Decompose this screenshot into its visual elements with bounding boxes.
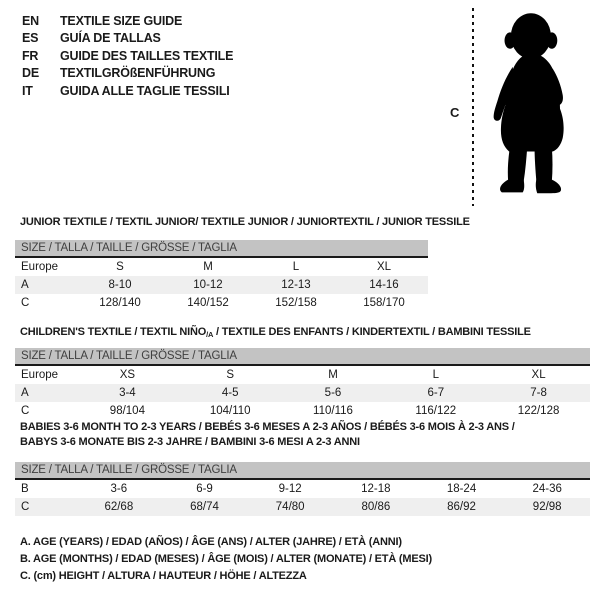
size-cell: M — [328, 369, 338, 381]
value-cell: 5-6 — [324, 387, 342, 399]
row-label: B — [21, 483, 29, 495]
table-row-height — [15, 402, 590, 420]
value-cell: 9-12 — [278, 483, 302, 495]
language-title: GUÍA DE TALLAS — [60, 31, 161, 46]
size-header-bar: SIZE / TALLA / TAILLE / GRÖSSE / TAGLIA — [15, 462, 590, 480]
value-cell: 110/116 — [313, 405, 353, 417]
children-title-post: / TEXTILE DES ENFANTS / KINDERTEXTIL / BAMBINI TESSILE — [213, 326, 531, 338]
value-cell: 18-24 — [446, 483, 477, 495]
value-cell: 158/170 — [363, 297, 405, 309]
value-cell: 86/92 — [447, 501, 476, 513]
language-title: GUIDE DES TAILLES TEXTILE — [60, 48, 234, 63]
size-cell: M — [203, 261, 213, 273]
language-row — [22, 65, 233, 83]
language-title: TEXTILE SIZE GUIDE — [60, 13, 183, 28]
language-code: IT — [22, 83, 33, 98]
value-cell: 116/122 — [415, 405, 457, 417]
size-cell: XL — [376, 261, 392, 273]
language-code: EN — [22, 13, 39, 28]
footnote-age-years: A. AGE (YEARS) / EDAD (AÑOS) / ÂGE (ANS) / ALTER (JAHRE) / ETÀ (ANNI) — [20, 536, 402, 548]
value-cell: 12-13 — [281, 279, 311, 291]
baby-silhouette-icon — [480, 6, 580, 206]
language-row — [22, 82, 233, 100]
size-cell: L — [292, 261, 300, 273]
value-cell: 7-8 — [530, 387, 547, 399]
sizes-row — [15, 366, 590, 384]
language-code: FR — [22, 48, 39, 63]
value-cell: 3-4 — [119, 387, 136, 399]
sizes-row — [15, 258, 428, 276]
language-title: GUIDA ALLE TAGLIE TESSILI — [60, 83, 230, 98]
value-cell: 122/128 — [517, 405, 560, 417]
value-cell: 24-36 — [532, 483, 562, 495]
junior-table — [15, 240, 428, 312]
region-label: Europe — [21, 369, 59, 381]
row-label: A — [21, 279, 29, 291]
size-cell: L — [432, 369, 439, 381]
value-cell: 6-9 — [196, 483, 213, 495]
size-cell: S — [226, 369, 235, 381]
row-label: C — [21, 297, 30, 309]
size-cell: S — [116, 261, 124, 273]
value-cell: 12-18 — [361, 483, 391, 495]
language-guide — [22, 12, 233, 100]
junior-table-title: JUNIOR TEXTILE / TEXTIL JUNIOR/ TEXTILE JUNIOR / JUNIORTEXTIL / JUNIOR TESSILE — [20, 216, 470, 228]
size-header-bar: SIZE / TALLA / TAILLE / GRÖSSE / TAGLIA — [15, 348, 590, 366]
value-cell: 98/104 — [109, 405, 145, 417]
value-cell: 68/74 — [190, 501, 219, 513]
row-label: A — [21, 387, 29, 399]
height-measure-line — [472, 8, 474, 206]
height-measure-label: C — [450, 105, 460, 120]
value-cell: 62/68 — [104, 501, 134, 513]
value-cell: 74/80 — [275, 501, 305, 513]
footnote-age-months: B. AGE (MONTHS) / EDAD (MESES) / ÂGE (MOIS) / ALTER (MONATE) / ETÀ (MESI) — [20, 553, 432, 565]
value-cell: 92/98 — [532, 501, 562, 513]
babies-table-title-line1: BABIES 3-6 MONTH TO 2-3 YEARS / BEBÉS 3-6 MESES A 2-3 AÑOS / BÉBÉS 3-6 MOIS À 2-3 ANS / — [20, 421, 515, 433]
babies-table — [15, 462, 590, 516]
language-title: TEXTILGRÖßENFÜHRUNG — [60, 66, 216, 81]
value-cell: 14-16 — [369, 279, 399, 291]
value-cell: 128/140 — [99, 297, 141, 309]
table-row-age-months — [15, 480, 590, 498]
children-table-title — [20, 326, 531, 339]
value-cell: 3-6 — [110, 483, 128, 495]
language-code: ES — [22, 31, 39, 46]
value-cell: 10-12 — [193, 279, 223, 291]
value-cell: 140/152 — [187, 297, 229, 309]
size-cell: XS — [119, 369, 136, 381]
table-row-height — [15, 498, 590, 516]
table-row-age — [15, 384, 590, 402]
children-title-sub: /A — [206, 330, 214, 339]
children-table — [15, 348, 590, 420]
babies-table-title-line2: BABYS 3-6 MONATE BIS 2-3 JAHRE / BAMBINI 3-6 MESI A 2-3 ANNI — [20, 436, 360, 448]
children-title-pre: CHILDREN'S TEXTILE / TEXTIL NIÑO — [20, 326, 207, 338]
value-cell: 4-5 — [221, 387, 239, 399]
value-cell: 152/158 — [275, 297, 317, 309]
value-cell: 80/86 — [361, 501, 391, 513]
value-cell: 8-10 — [108, 279, 132, 291]
value-cell: 104/110 — [209, 405, 251, 417]
language-code: DE — [22, 66, 39, 81]
size-cell: XL — [531, 369, 546, 381]
table-row-height — [15, 294, 428, 312]
language-row — [22, 30, 233, 48]
region-label: Europe — [21, 261, 59, 273]
size-header-bar: SIZE / TALLA / TAILLE / GRÖSSE / TAGLIA — [15, 240, 428, 258]
table-row-age — [15, 276, 428, 294]
language-row — [22, 12, 233, 30]
row-label: C — [21, 405, 30, 417]
language-row — [22, 47, 233, 65]
footnote-height: C. (cm) HEIGHT / ALTURA / HAUTEUR / HÖHE / ALTEZZA — [20, 570, 307, 582]
value-cell: 6-7 — [427, 387, 445, 399]
row-label: C — [21, 501, 30, 513]
